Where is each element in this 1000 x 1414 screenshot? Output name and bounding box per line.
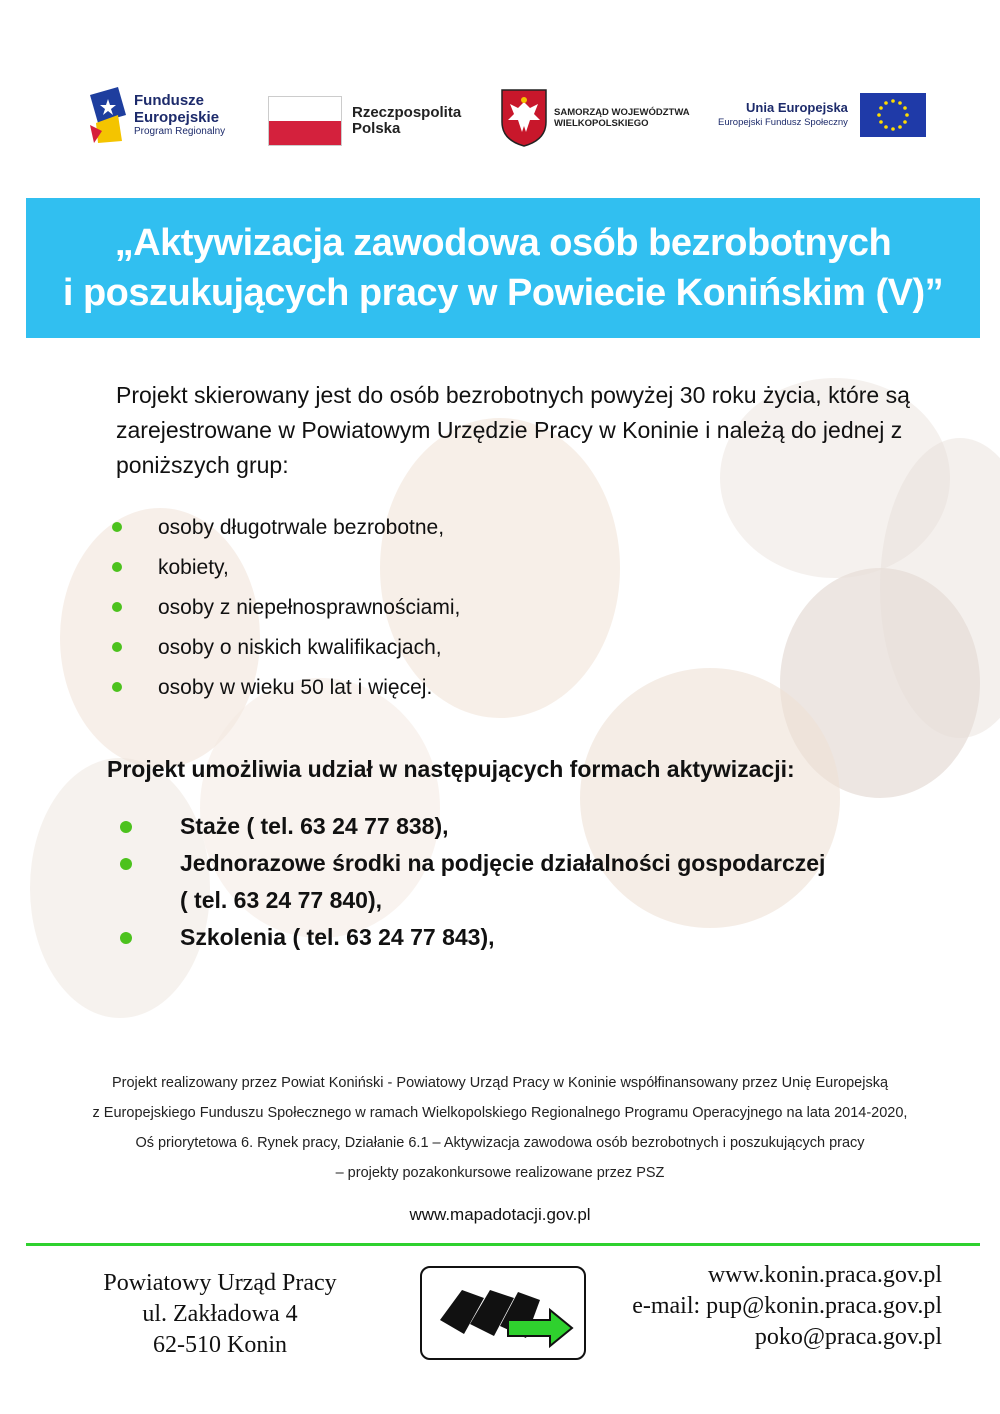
title-line2: i poszukujących pracy w Powiecie Konińskim (V)” — [62, 272, 944, 314]
list-item: osoby w wieku 50 lat i więcej. — [110, 668, 460, 708]
logos-row — [0, 80, 1000, 150]
sw-line2: WIELKOPOLSKIEGO — [554, 118, 649, 129]
contact-email-2[interactable]: poko@praca.gov.pl — [754, 1324, 942, 1350]
logo-samorzad — [500, 88, 690, 148]
sw-line1: SAMORZĄD WOJEWÓDZTWA — [554, 106, 690, 118]
logo-unia-europejska — [718, 93, 926, 137]
target-groups-list — [110, 508, 460, 708]
footnote-line: z Europejskiego Funduszu Społecznego w ramach Wielkopolskiego Regionalnego Programu Operacyjnego na lata 2014-2020, — [92, 1105, 908, 1121]
fe-star-icon — [88, 85, 128, 145]
footnote-line: – projekty pozakonkursowe realizowane przez PSZ — [335, 1165, 665, 1181]
ue-line1: Unia Europejska — [746, 100, 848, 116]
eu-flag-icon — [860, 93, 926, 137]
divider — [26, 1243, 980, 1246]
intro-paragraph: Projekt skierowany jest do osób bezrobotnych powyżej 30 roku życia, które są zarejestrowane w Powiatowym Urzędzie Pracy w Koninie i należą do jednej z poniższych grup: — [116, 382, 910, 478]
contact-info — [632, 1260, 942, 1353]
list-item: osoby długotrwale bezrobotne, — [110, 508, 460, 548]
footnote-line: Projekt realizowany przez Powiat Koniński - Powiatowy Urząd Pracy w Koninie współfinansowany przez Unię Europejską — [111, 1075, 889, 1091]
ue-line2: Europejski Fundusz Społeczny — [718, 117, 848, 129]
bullet-icon — [112, 562, 122, 572]
rp-line2: Polska — [352, 120, 401, 137]
list-item: Jednorazowe środki na podjęcie działalności gospodarczej — [118, 845, 878, 882]
polish-flag-icon — [268, 96, 342, 146]
contact-email[interactable]: e-mail: pup@konin.praca.gov.pl — [632, 1293, 942, 1319]
list-item: kobiety, — [110, 548, 460, 588]
footnote-line: Oś priorytetowa 6. Rynek pracy, Działanie 6.1 – Aktywizacja zawodowa osób bezrobotnych i poszukujących pracy — [135, 1135, 865, 1151]
bullet-icon — [120, 821, 132, 833]
list-item: Staże ( tel. 63 24 77 838), — [118, 808, 878, 845]
bullet-icon — [112, 642, 122, 652]
rp-line1: Rzeczpospolita — [352, 104, 462, 122]
list-item: osoby z niepełnosprawnościami, — [110, 588, 460, 628]
bullet-icon — [112, 682, 122, 692]
logo-rzeczpospolita — [268, 96, 461, 146]
logo-fundusze-europejskie — [88, 85, 225, 145]
activation-forms-list — [118, 808, 878, 956]
bullet-icon — [112, 602, 122, 612]
bullet-icon — [120, 932, 132, 944]
fe-line3: Program Regionalny — [134, 126, 226, 137]
title-line1: „Aktywizacja zawodowa osób bezrobotnych — [114, 222, 892, 264]
list-item: osoby o niskich kwalifikacjach, — [110, 628, 460, 668]
coat-of-arms-icon — [500, 88, 548, 148]
office-street: ul. Zakładowa 4 — [142, 1301, 298, 1327]
fe-line2: Europejskie — [134, 108, 220, 126]
pup-arrows-logo-icon — [422, 1268, 584, 1358]
fe-line1: Fundusze — [134, 92, 204, 109]
office-name: Powiatowy Urząd Pracy — [103, 1270, 337, 1296]
bullet-icon — [112, 522, 122, 532]
list-item: Szkolenia ( tel. 63 24 77 843), — [118, 919, 878, 956]
bullet-icon — [120, 858, 132, 870]
list-item-continuation: ( tel. 63 24 77 840), — [180, 887, 383, 913]
funding-footnote — [60, 1068, 940, 1188]
office-city: 62-510 Konin — [153, 1332, 287, 1358]
contact-website[interactable]: www.konin.praca.gov.pl — [707, 1262, 942, 1288]
website-link[interactable]: www.mapadotacji.gov.pl — [409, 1205, 591, 1224]
office-address — [80, 1268, 360, 1361]
pup-logo — [420, 1266, 586, 1360]
title-banner — [26, 198, 980, 338]
forms-heading: Projekt umożliwia udział w następujących formach aktywizacji: — [107, 756, 795, 782]
